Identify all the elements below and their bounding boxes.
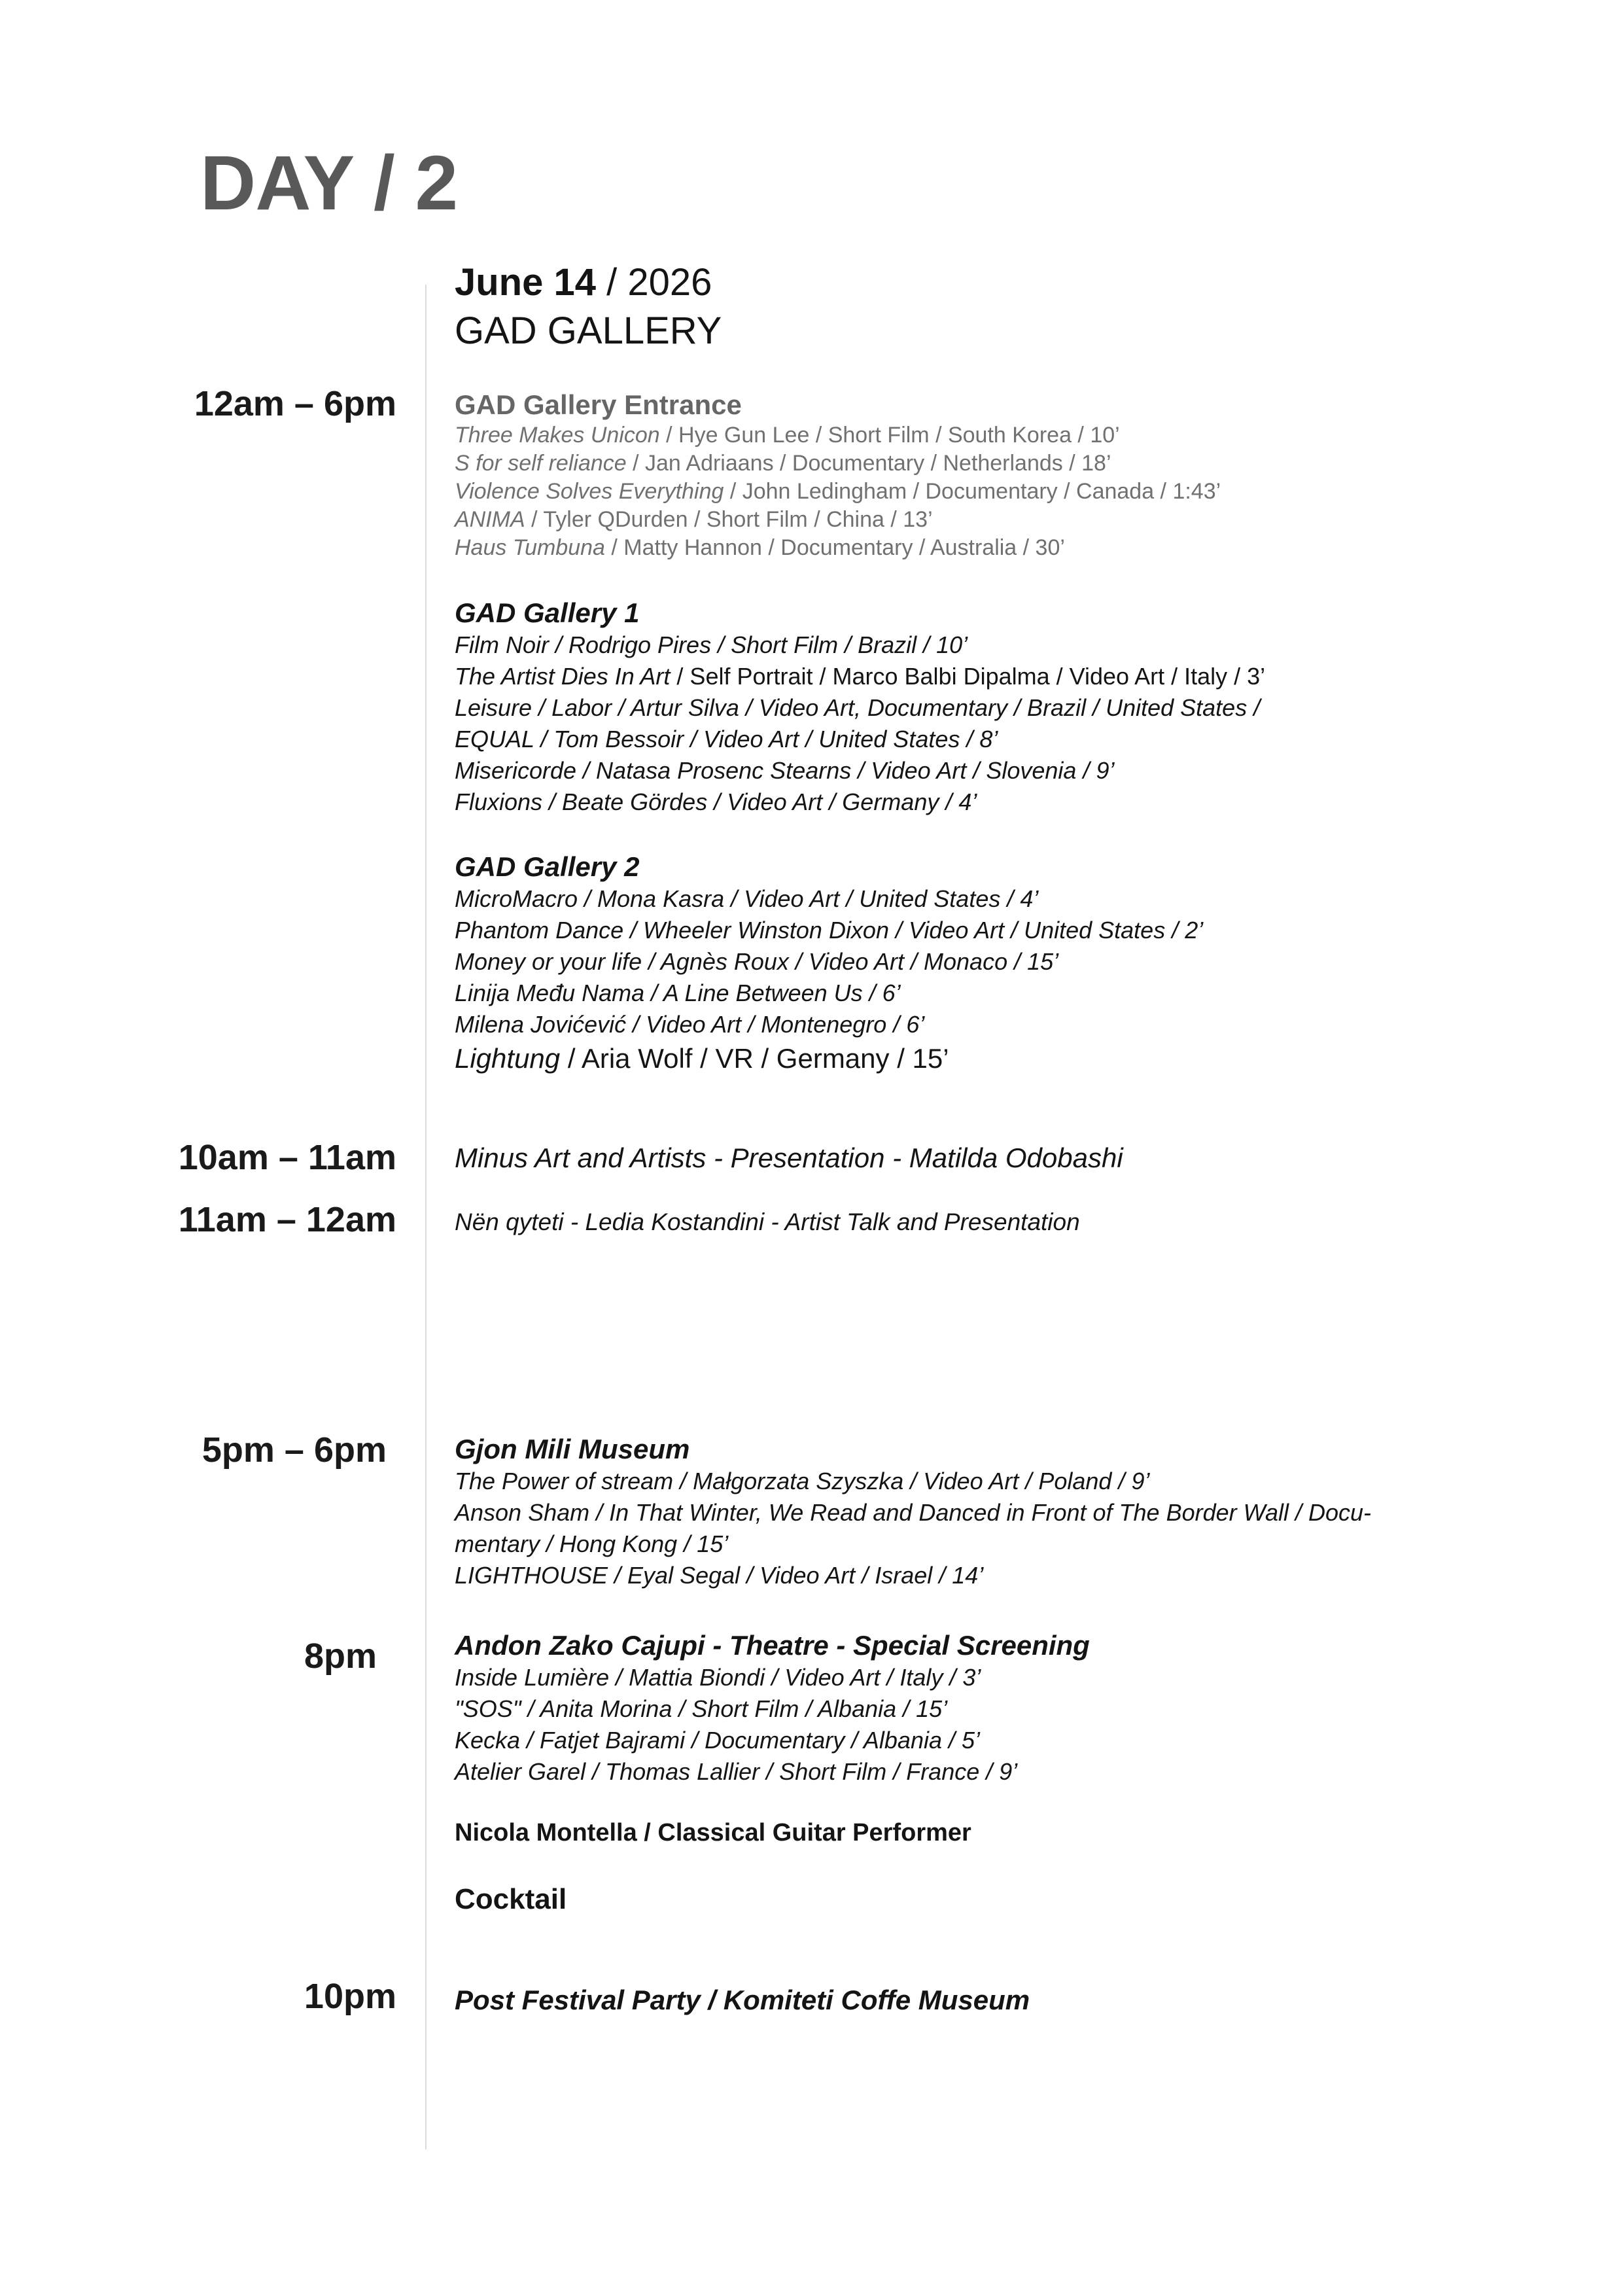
day-title: DAY / 2 (200, 140, 458, 226)
film-entry: LIGHTHOUSE / Eyal Segal / Video Art / Israel / 14’ (455, 1562, 984, 1589)
film-entry (455, 506, 1475, 534)
film-title: S for self reliance (455, 451, 627, 476)
section-title: GAD Gallery Entrance (455, 389, 742, 420)
performer-entry: Nicola Montella / Classical Guitar Performer (455, 1819, 971, 1846)
film-title: Violence Solves Everything (455, 479, 724, 504)
film-entry: Money or your life / Agnès Roux / Video Art / Monaco / 15’ (455, 948, 1059, 975)
event-date-day: June 14 (455, 261, 596, 304)
gallery2-section (455, 851, 1475, 1077)
slot-time: 11am – 12am (178, 1200, 396, 1239)
cocktail-entry: Cocktail (455, 1883, 567, 1915)
event-date (455, 260, 712, 304)
section-title: GAD Gallery 1 (455, 597, 640, 628)
film-entry (455, 421, 1475, 450)
museum-section (455, 1433, 1475, 1591)
film-entry (455, 534, 1475, 562)
film-entry: Anson Sham / In That Winter, We Read and Danced in Front of The Border Wall / Docu- (455, 1499, 1372, 1526)
film-entry: Milena Jovićević / Video Art / Montenegro / 6’ (455, 1011, 925, 1038)
film-details: / Jan Adriaans / Documentary / Netherlands / 18’ (626, 451, 1111, 476)
film-entry: EQUAL / Tom Bessoir / Video Art / United States / 8’ (455, 726, 998, 752)
section-title: Gjon Mili Museum (455, 1434, 690, 1464)
film-title: ANIMA (455, 507, 525, 532)
film-entry: Kecka / Fatjet Bajrami / Documentary / Albania / 5’ (455, 1727, 981, 1754)
film-entry: mentary / Hong Kong / 15’ (455, 1530, 729, 1557)
slot-time: 10am – 11am (178, 1138, 396, 1177)
slot-time: 10pm (304, 1977, 396, 2016)
film-details: / Aria Wolf / VR / Germany / 15’ (560, 1043, 949, 1074)
film-title: The Artist Dies In Art (455, 663, 671, 690)
slot-time: 5pm – 6pm (201, 1430, 387, 1470)
film-entry (455, 661, 1475, 692)
theatre-section (455, 1629, 1475, 1788)
film-entry: MicroMacro / Mona Kasra / Video Art / United States / 4’ (455, 885, 1039, 912)
film-entry: Inside Lumière / Mattia Biondi / Video Art / Italy / 3’ (455, 1664, 981, 1691)
film-entry: Leisure / Labor / Artur Silva / Video Art, Documentary / Brazil / United States / (455, 694, 1261, 721)
film-title: Lightung (455, 1043, 561, 1074)
film-entry: Fluxions / Beate Gördes / Video Art / Germany / 4’ (455, 788, 977, 815)
timeline-divider (425, 285, 427, 2149)
section-title: Andon Zako Cajupi - Theatre - Special Screening (455, 1630, 1090, 1661)
artist-talk-entry: Nën qyteti - Ledia Kostandini - Artist Talk and Presentation (455, 1209, 1080, 1235)
film-entry (455, 478, 1475, 506)
film-entry: Film Noir / Rodrigo Pires / Short Film / Brazil / 10’ (455, 631, 968, 658)
event-venue: GAD GALLERY (455, 309, 722, 352)
film-entry: Phantom Dance / Wheeler Winston Dixon / Video Art / United States / 2’ (455, 917, 1204, 944)
film-entry: Atelier Garel / Thomas Lallier / Short Film / France / 9’ (455, 1758, 1018, 1785)
gallery1-section (455, 597, 1475, 818)
presentation-entry: Minus Art and Artists - Presentation - Matilda Odobashi (455, 1142, 1123, 1173)
film-entry (455, 1040, 1475, 1077)
entrance-section (455, 389, 1475, 562)
slot-time: 8pm (304, 1636, 377, 1676)
film-entry: Linija Među Nama / A Line Between Us / 6’ (455, 980, 901, 1006)
film-details: / Matty Hannon / Documentary / Australia / 30’ (604, 535, 1065, 560)
section-title: GAD Gallery 2 (455, 851, 640, 882)
event-date-year: / 2026 (596, 261, 712, 304)
film-details: / Tyler QDurden / Short Film / China / 13’ (525, 507, 933, 532)
film-entry: "SOS" / Anita Morina / Short Film / Albania / 15’ (455, 1695, 948, 1722)
film-entry: Misericorde / Natasa Prosenc Stearns / Video Art / Slovenia / 9’ (455, 757, 1115, 784)
slot-time: 12am – 6pm (194, 384, 396, 423)
film-details: / Self Portrait / Marco Balbi Dipalma / Video Art / Italy / 3’ (670, 663, 1266, 690)
film-details: / John Ledingham / Documentary / Canada / 1:43’ (724, 479, 1221, 504)
film-entry (455, 450, 1475, 478)
party-entry: Post Festival Party / Komiteti Coffe Museum (455, 1985, 1030, 2015)
film-entry: The Power of stream / Małgorzata Szyszka / Video Art / Poland / 9’ (455, 1468, 1150, 1494)
film-title: Three Makes Unicon (455, 423, 660, 448)
film-title: Haus Tumbuna (455, 535, 605, 560)
film-details: / Hye Gun Lee / Short Film / South Korea / 10’ (659, 423, 1120, 448)
